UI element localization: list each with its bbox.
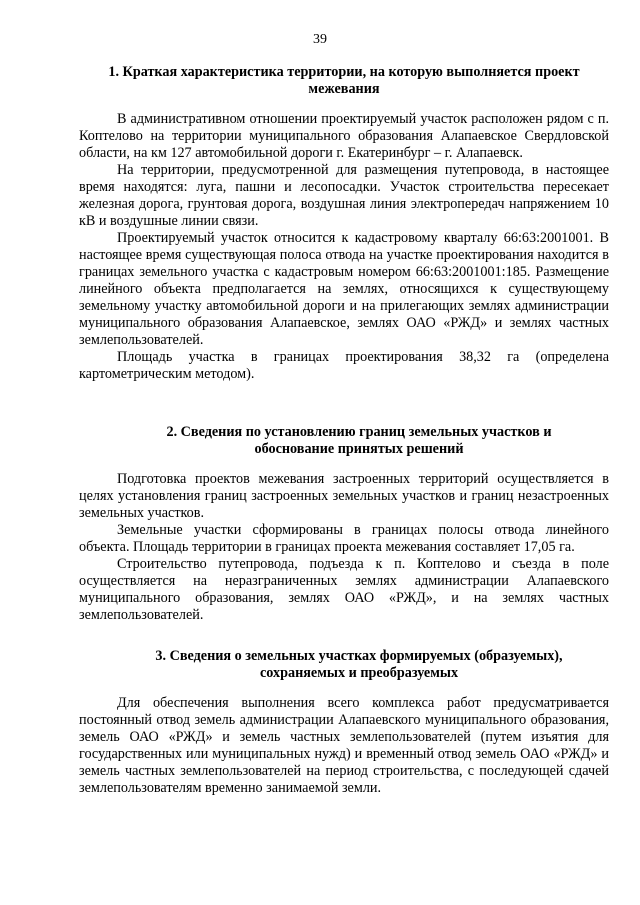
- section-1-heading-line-1: 1. Краткая характеристика территории, на которую выполняется проект: [108, 64, 580, 80]
- section-2-paragraph-2: Земельные участки сформированы в границах полосы отвода линейного объекта. Площадь территории в границах проекта межевания составляет 17,05 га.: [79, 522, 609, 555]
- section-2-paragraph-1: Подготовка проектов межевания застроенных территорий осуществляется в целях установления границ застроенных земельных участков и границ незастроенных земельных участков.: [79, 471, 609, 521]
- section-3-paragraph-1: Для обеспечения выполнения всего комплекса работ предусматривается постоянный отвод земель администрации Алапаевского муниципального образования, земель ОАО «РЖД» и земель частных землепользователей (путем изъятия для государственных или муниципальных нужд) и временный отвод земель ОАО «РЖД» и земель частных землепользователей на период строительства, с последующей сдачей землепользователям временно занимаемой земли.: [79, 695, 609, 796]
- section-3-body: [79, 695, 609, 797]
- section-2-heading-line-2: обоснование принятых решений: [254, 441, 464, 457]
- section-1-paragraph-2: На территории, предусмотренной для размещения путепровода, в настоящее время находятся: луга, пашни и лесопосадки. Участок строительства пересекает железная дорога, грунтовая дорога, воздушная линия электропередач напряжением 10 кВ и воздушные линии связи.: [79, 162, 609, 229]
- section-2-heading-line-1: 2. Сведения по установлению границ земельных участков и: [166, 424, 552, 440]
- section-3-heading-line-1: 3. Сведения о земельных участках формируемых (образуемых),: [155, 648, 563, 664]
- section-2-paragraph-3: Строительство путепровода, подъезда к п. Коптелово и съезда в поле осуществляется на неразграниченных землях администрации Алапаевского муниципального образования, землях ОАО «РЖД», и на землях частных землепользователей.: [79, 556, 609, 623]
- section-2-body: [79, 471, 609, 624]
- page-number: 39: [313, 32, 327, 47]
- section-3-heading-line-2: сохраняемых и преобразуемых: [259, 665, 459, 681]
- section-1-body: [79, 111, 609, 383]
- section-1-paragraph-4: Площадь участка в границах проектирования 38,32 га (определена картометрическим методом).: [79, 349, 609, 382]
- section-1-heading-line-2: межевания: [308, 81, 380, 97]
- section-2-heading: [79, 424, 639, 458]
- section-1-paragraph-3: Проектируемый участок относится к кадастровому кварталу 66:63:2001001. В настоящее время существующая полоса отвода на участке проектирования находится в границах земельного участка с кадастровым номером 66:63:2001001:185. Размещение линейного объекта предполагается на землях, относящихся к существующему земельному участку автомобильной дороги и на прилегающих землях администрации муниципального образования Алапаевское, землях ОАО «РЖД» и землях частных землепользователей.: [79, 230, 609, 348]
- section-1-paragraph-1: В административном отношении проектируемый участок расположен рядом с п. Коптелово на территории муниципального образования Алапаевское Свердловской области, на км 127 автомобильной дороги г. Екатеринбург – г. Алапаевск.: [79, 111, 609, 161]
- section-3-heading: [79, 648, 639, 682]
- section-1-heading: [79, 64, 609, 98]
